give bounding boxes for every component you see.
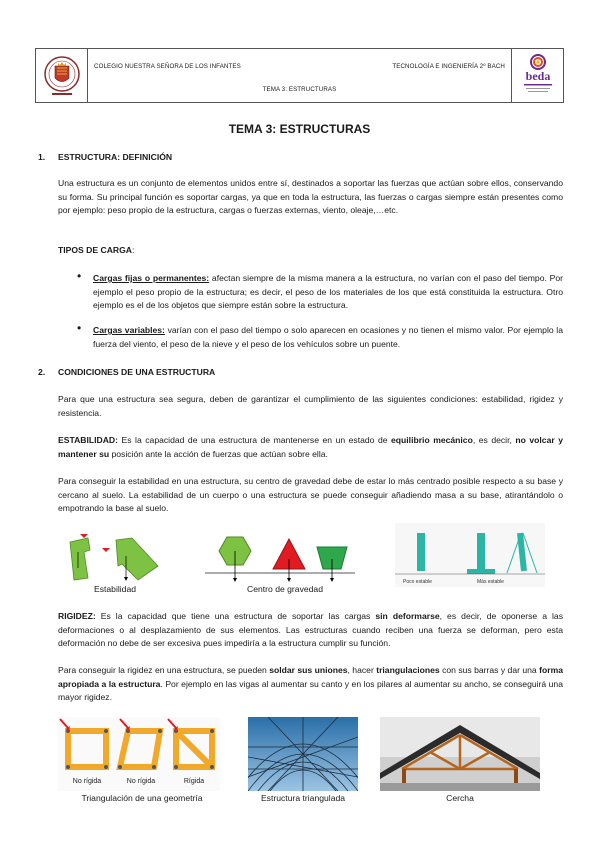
variable-loads-text: varían con el paso del tiempo o solo aparecen en ocasiones y no tienen el mismo valor. Por ejemplo la fuerza del viento, el peso de la nieve y el peso de los vehículos sobre un puente. xyxy=(93,325,563,349)
stable-post xyxy=(477,533,485,571)
load-types-label xyxy=(58,245,134,255)
permanent-loads-text: afectan siempre de la misma manera a la estructura, no varían con el paso del tiempo. Por ejemplo el peso propio de la estructura; es decir, el peso de los materiales de los que está constituida la estructura. Otro ejemplo es el de los objetos que siempre están sobre la estructura. xyxy=(93,273,564,311)
variable-loads-item xyxy=(93,324,563,351)
permanent-loads-item xyxy=(93,272,563,313)
bullet-icon: • xyxy=(77,269,82,283)
stability-text-b: equilibrio mecánico xyxy=(391,435,473,445)
stability-text-d: no volcar y mantener su xyxy=(58,435,563,459)
rigidity2-text-g: . Por ejemplo en las vigas al aumentar su canto y en los pilares al aumentar su ancho, se conseguirá una mayor rigidez. xyxy=(58,678,563,703)
stability-paragraph-2: Para conseguir la estabilidad en una estructura, su centro de gravedad debe de estar lo más centrado posible respecto a su base y cercano al suelo. La estabilidad de un cuerpo o una estructura se puede conseguir añadiendo masa a su base, atirantándolo o empotrando la base al suelo. xyxy=(58,476,563,514)
header-topic: TEMA 3: ESTRUCTURAS xyxy=(262,86,337,93)
load-types-title: TIPOS DE CARGA xyxy=(58,245,133,255)
caption-truss: Cercha xyxy=(446,793,474,803)
label-rigida: Rígida xyxy=(183,778,205,785)
rigidity2-text-f: forma apropiada a la estructura xyxy=(58,665,563,689)
rigidity2-text-a: Para conseguir la rigidez en una estructura, se pueden xyxy=(58,665,270,675)
label-poco-estable: Poco estable xyxy=(403,579,432,585)
center-of-gravity-figure xyxy=(205,529,355,583)
caption-triangulated: Estructura triangulada xyxy=(260,793,346,803)
l-shape-block-unstable xyxy=(70,538,90,580)
beda-logo-text: beda xyxy=(525,68,550,83)
school-crest-logo xyxy=(36,49,88,102)
rigidity-label: RIGIDEZ: xyxy=(58,611,96,621)
rigidity-text-a: Es la capacidad que tiene una estructura de soportar las cargas xyxy=(95,611,376,621)
permanent-loads-term: Cargas fijas o permanentes: xyxy=(93,273,210,283)
stability-paragraph xyxy=(58,434,563,461)
section-2-heading xyxy=(38,367,215,377)
bullet-icon: • xyxy=(77,321,82,335)
section-1-number: 1. xyxy=(38,152,46,162)
stability-text-c: , es decir, xyxy=(472,435,516,445)
variable-loads-term: Cargas variables: xyxy=(93,325,165,335)
label-no-rigida-1: No rígida xyxy=(72,778,102,785)
conditions-intro: Para que una estructura sea segura, deben de garantizar el cumplimiento de las siguientes condiciones: estabilidad, rigidez y resistencia. xyxy=(58,394,563,418)
page-header xyxy=(35,48,564,103)
rigidity-paragraph xyxy=(58,610,563,651)
section-1-heading xyxy=(38,152,172,162)
stable-base xyxy=(467,569,495,574)
section-2-number: 2. xyxy=(38,367,46,377)
beda-logo xyxy=(511,49,563,102)
page-title: TEMA 3: ESTRUCTURAS xyxy=(228,122,371,136)
section-1-title: ESTRUCTURA: DEFINICIÓN xyxy=(58,152,173,162)
section-2-title: CONDICIONES DE UNA ESTRUCTURA xyxy=(58,367,216,377)
caption-stability: Estabilidad xyxy=(93,584,137,594)
caption-center-of-gravity: Centro de gravedad xyxy=(247,584,323,594)
definition-paragraph: Una estructura es un conjunto de elementos unidos entre sí, destinados a soportar las fuerzas que actúan sobre ellos, conservando su forma. Su principal función es soportar cargas, ya que en toda la estructura, las fuerzas o cargas siempre están presentes como por ejemplo: peso propio de la estructura, cargas o fuerzas externas, viento, oleaje,…etc. xyxy=(58,178,563,216)
triangulation-figure xyxy=(58,717,220,791)
load-types-colon: : xyxy=(132,245,135,255)
rigidity-text-b: sin deformarse xyxy=(375,611,440,621)
stability-label: ESTABILIDAD: xyxy=(58,435,118,445)
school-name: COLEGIO NUESTRA SEÑORA DE LOS INFANTES xyxy=(94,63,241,70)
l-shape-block-stable xyxy=(116,538,158,580)
label-mas-estable: Más estable xyxy=(477,579,504,585)
header-text-area xyxy=(88,49,511,102)
stability-text-e: posición ante la acción de fuerzas que actúan sobre ella. xyxy=(109,448,328,459)
stable-vs-unstable-figure xyxy=(395,523,545,587)
rigidity-paragraph-2 xyxy=(58,664,563,705)
rigidity2-text-c: , hacer xyxy=(347,665,377,675)
rigidity2-text-d: triangulaciones xyxy=(376,665,440,675)
label-no-rigida-2: No rígida xyxy=(126,778,156,785)
rigidity2-text-e: con sus barras y dar una xyxy=(439,665,540,675)
rigidity-text-c: , es decir, de oponerse a las deformaciones o al desplazamiento de sus elementos. Las estructuras cuando reciben una fuerza se deforman, pero esta deformación no debe de ser excesiva pues impediría a la estructura cumplir su función. xyxy=(58,611,563,649)
rigidity2-text-b: soldar sus uniones xyxy=(269,665,348,675)
stability-figure xyxy=(66,528,162,584)
truss-photo xyxy=(380,717,540,791)
caption-triangulation: Triangulación de una geometría xyxy=(81,793,203,803)
stability-text-a: Es la capacidad de una estructura de mantenerse en un estado de xyxy=(118,435,392,445)
triangulated-structure-photo xyxy=(248,717,358,791)
subject-name: TECNOLOGÍA E INGENIERÍA 2º BACH xyxy=(392,63,505,70)
unstable-post xyxy=(417,533,425,571)
